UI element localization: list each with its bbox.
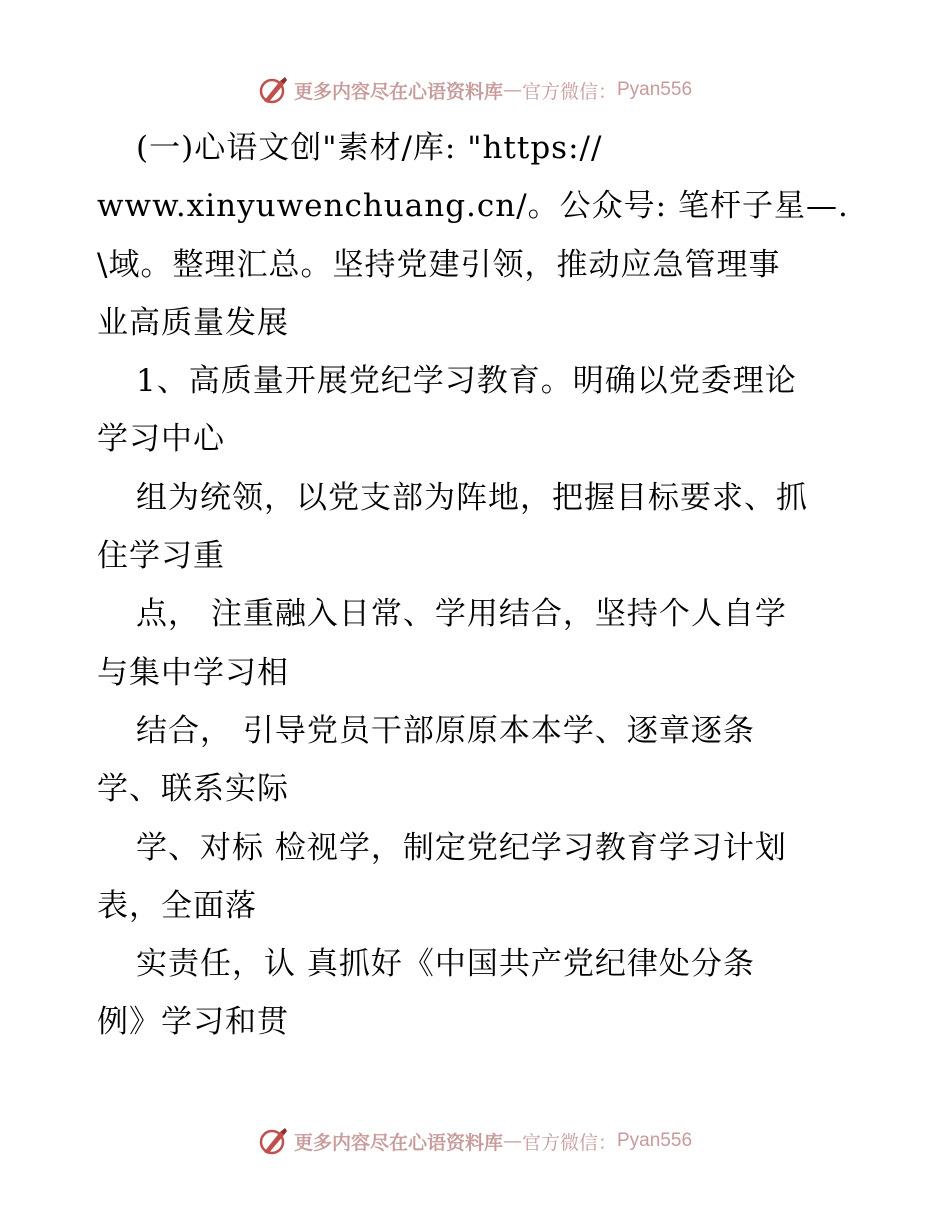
text-line: 例》学习和贯 xyxy=(97,1004,289,1041)
watermark-wechat-id: Pyan556 xyxy=(617,79,693,100)
text-line: 住学习重 xyxy=(97,538,225,575)
text-line: (一)心语文创"素材/库: "https:// xyxy=(136,130,603,166)
pen-logo-icon xyxy=(258,75,288,105)
document-body xyxy=(97,119,917,1052)
watermark-title: 更多内容尽在心语资料库 xyxy=(293,80,503,103)
watermark-wechat-label: 官方微信： xyxy=(521,1131,617,1154)
watermark-title: 更多内容尽在心语资料库 xyxy=(293,1131,503,1154)
text-line: 1、高质量开展党纪学习教育。明确以党委理论 xyxy=(136,363,797,400)
text-line: 与集中学习相 xyxy=(97,654,289,691)
text-line: 实责任，认 真抓好《中国共产党纪律处分条 xyxy=(136,946,755,983)
watermark-dash: — xyxy=(502,1130,522,1152)
text-line: \域。整理汇总。坚持党建引领，推动应急管理事 xyxy=(97,246,781,283)
text-line: 业高质量发展 xyxy=(97,304,289,341)
text-line: 点， 注重融入日常、学用结合，坚持个人自学 xyxy=(136,596,787,633)
watermark-banner-bottom xyxy=(0,1123,950,1159)
watermark-banner-top xyxy=(0,72,950,108)
text-line: 表，全面落 xyxy=(97,887,257,924)
text-line: 学、联系实际 xyxy=(97,771,289,808)
watermark-dash: — xyxy=(502,79,522,101)
pen-logo-icon xyxy=(258,1126,288,1156)
watermark-wechat-label: 官方微信： xyxy=(521,80,617,103)
text-line: 组为统领，以党支部为阵地，把握目标要求、抓 xyxy=(136,479,808,516)
watermark-wechat-id: Pyan556 xyxy=(617,1130,693,1151)
text-line: 结合， 引导党员干部原原本本学、逐章逐条 xyxy=(136,712,755,749)
text-line: 学习中心 xyxy=(97,421,225,458)
text-line: www.xinyuwenchuang.cn/。公众号: 笔杆子星—. xyxy=(97,188,849,225)
text-line: 学、对标 检视学，制定党纪学习教育学习计划 xyxy=(136,829,787,866)
